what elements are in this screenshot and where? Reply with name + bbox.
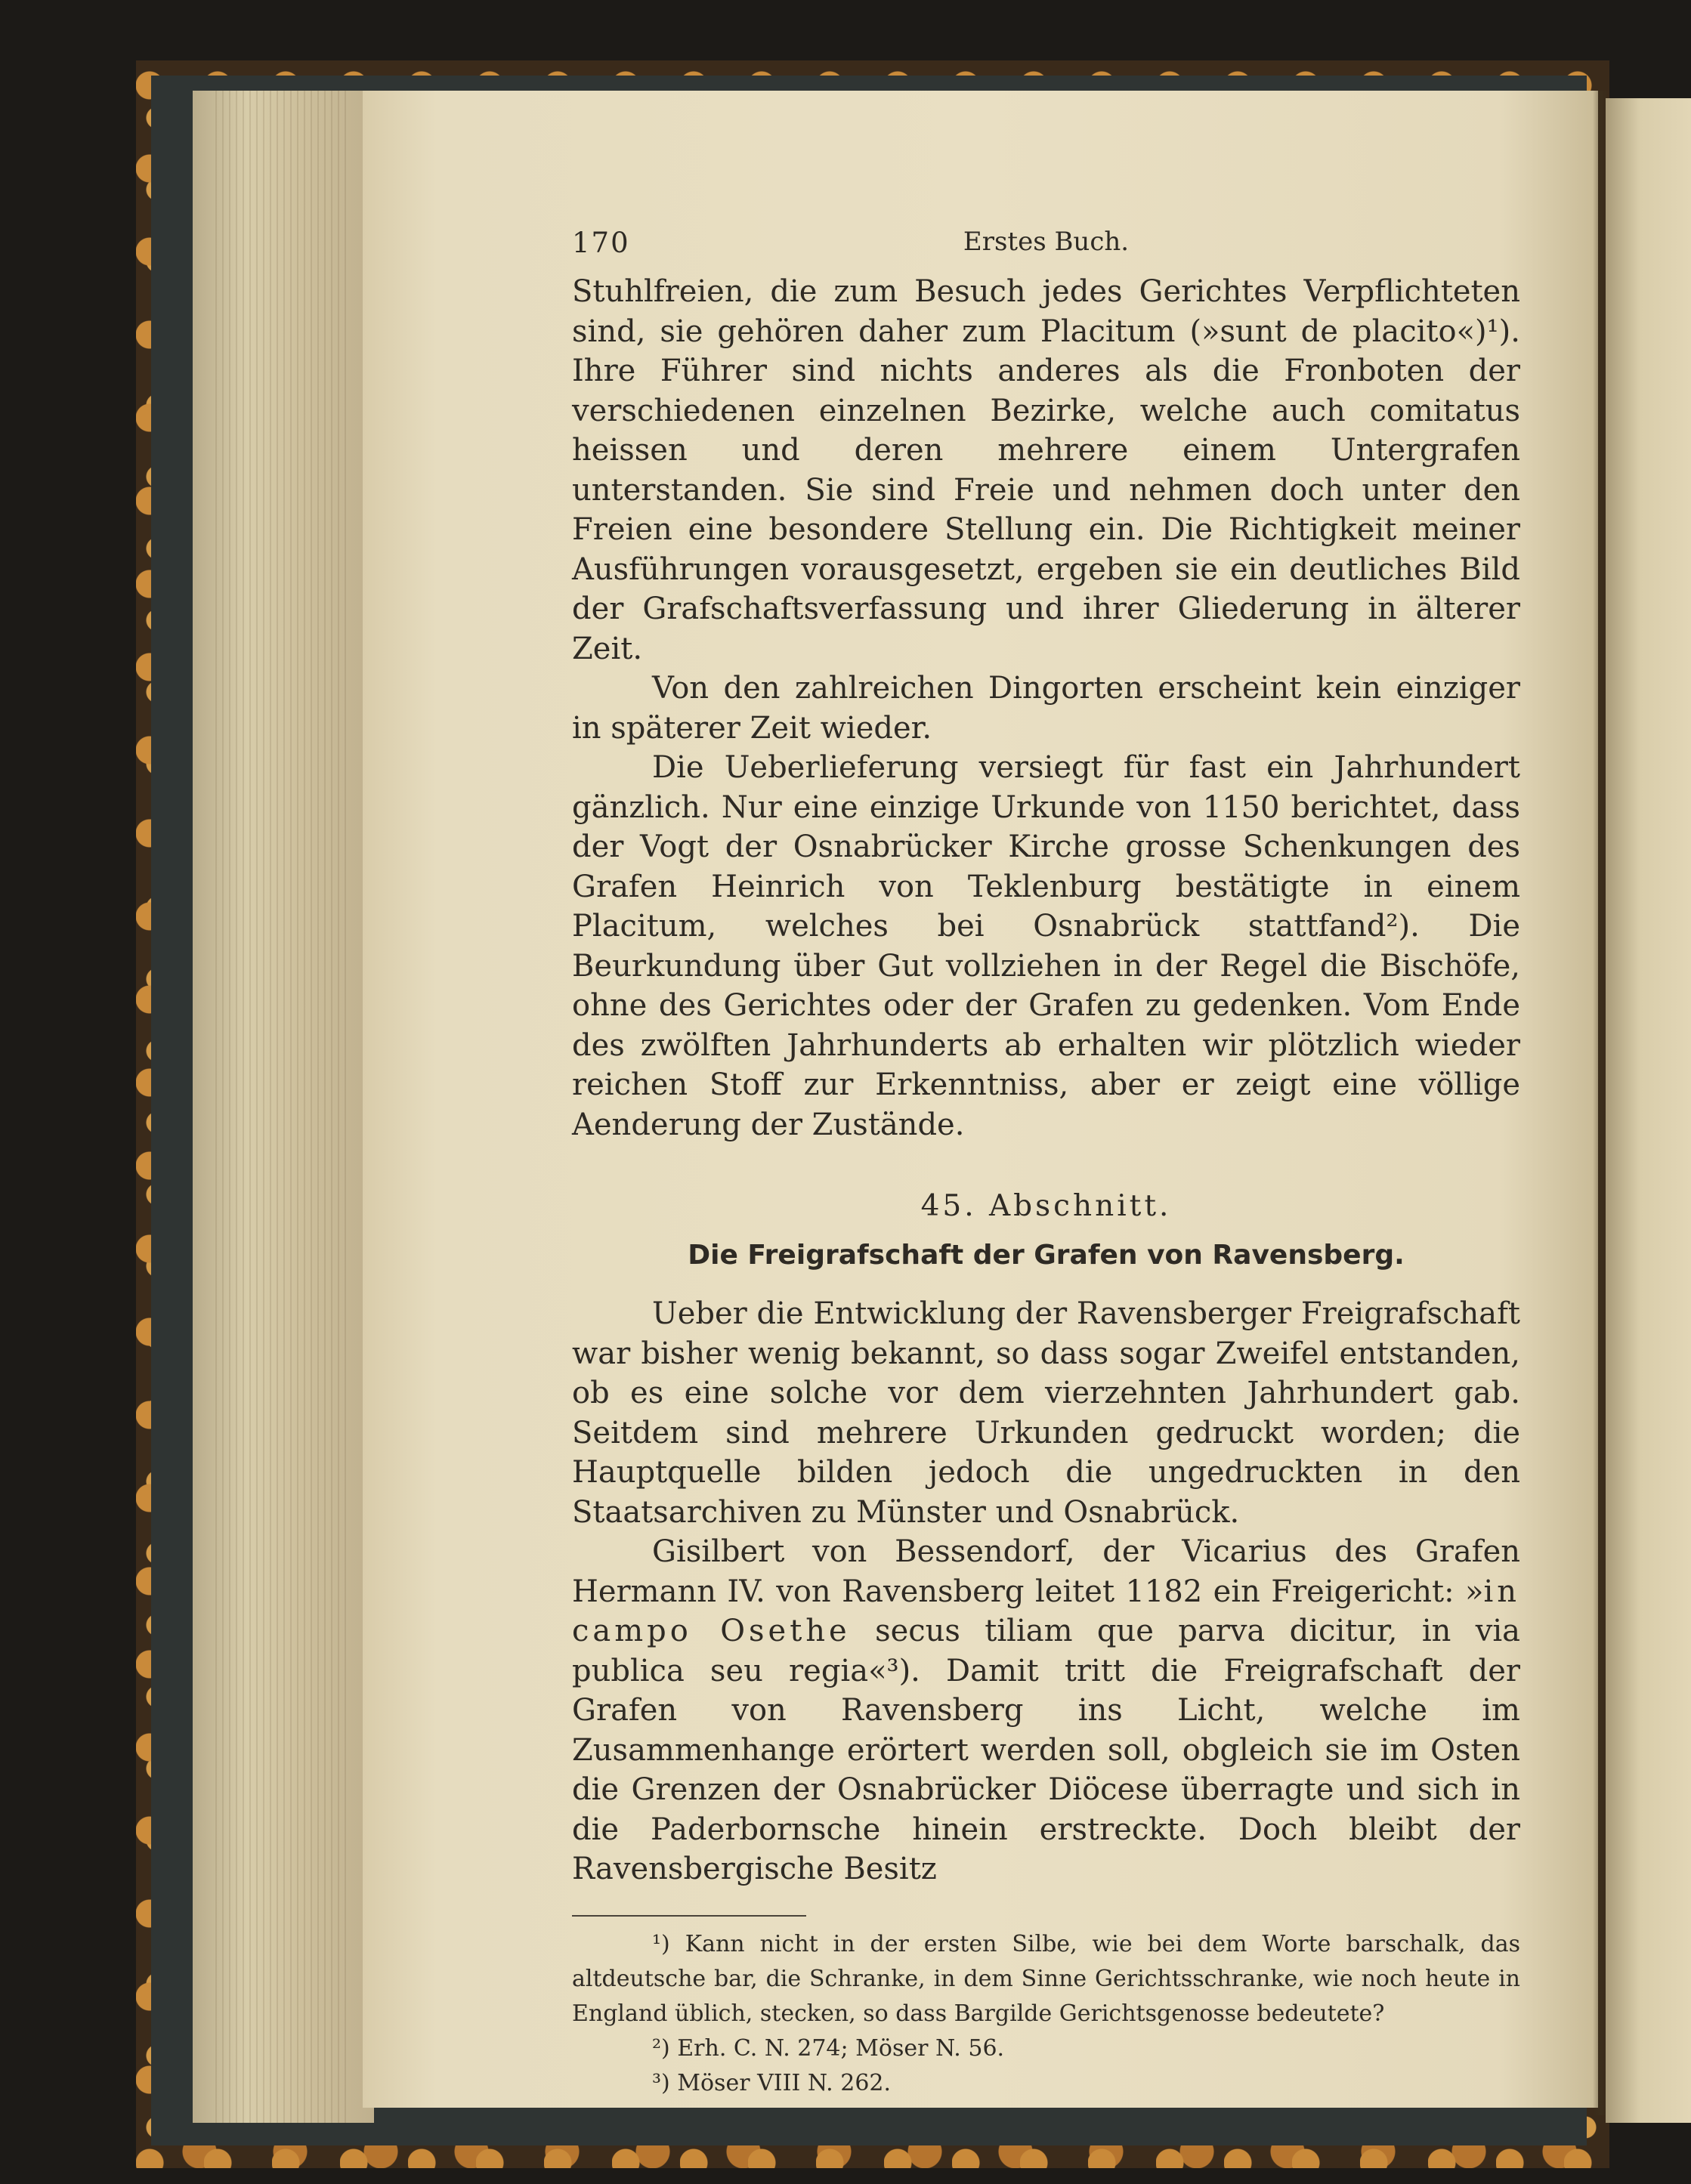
main-text: [572, 272, 1520, 1889]
paragraph: [572, 1532, 1520, 1889]
running-title: Erstes Buch.: [963, 227, 1130, 257]
page-header: [572, 227, 1520, 272]
page-edges: [193, 91, 374, 2123]
paragraph: Ueber die Entwicklung der Ravensberger Freigrafschaft war bisher wenig bekannt, so dass sogar Zweifel entstanden, ob es eine solche vor dem vierzehnten Jahrhundert gab. Seitdem sind mehrere Urkunden gedruckt worden; die Hauptquelle bilden jedoch die ungedruckten in den Staatsarchiven zu Münster und Osnabrück.: [572, 1296, 1520, 1530]
paragraph: Stuhlfreien, die zum Besuch jedes Gerichtes Verpflichteten sind, sie gehören daher zum Placitum (»sunt de placito«)¹). Ihre Führer sind nichts anderes als die Fronboten der verschiedenen einzelnen Bezirke, welche auch comitatus heissen und deren mehrere einem Untergrafen unterstanden. Sie sind Freie und nehmen doch unter den Freien eine besondere Stellung ein. Die Richtigkeit meiner Ausführungen vorausgesetzt, ergeben sie ein deutliches Bild der Grafschaftsverfassung und ihrer Gliederung in älterer Zeit.: [572, 274, 1520, 666]
spaced-quote: in campo Osethe: [572, 1574, 1520, 1648]
page-text-area: [572, 227, 1520, 2101]
footnotes: [572, 1927, 1520, 2101]
footnote: ¹) Kann nicht in der ersten Silbe, wie bei dem Worte barschalk, das altdeutsche bar, die Schranke, in dem Sinne Gerichtsschranke, wie noch heute in England üblich, stecken, so dass Bargilde Gerichtsgenosse bedeutete?: [572, 1930, 1520, 2027]
paragraph: Von den zahlreichen Dingorten erscheint kein einziger in späterer Zeit wieder.: [572, 671, 1520, 746]
footnote: ³) Möser VIII N. 262.: [652, 2069, 892, 2096]
footnote: ²) Erh. C. N. 274; Möser N. 56.: [652, 2034, 1005, 2062]
section-number: 45. Abschnitt.: [920, 1189, 1172, 1223]
facing-page-edge: [1606, 98, 1691, 2123]
section-title: Die Freigrafschaft der Grafen von Ravensberg.: [688, 1240, 1405, 1271]
paragraph-text: secus tiliam que parva dicitur, in via publica seu regia«³). Damit tritt die Freigrafschaft der Grafen von Ravensberg ins Licht, welche im Zusammenhange erörtert werden soll, obgleich sie im Osten die Grenzen der Osnabrücker Diöcese überragte und sich in die Paderbornsche hinein erstreckte. Doch bleibt der Ravensbergische Besitz: [572, 1614, 1520, 1886]
paragraph: Die Ueberlieferung versiegt für fast ein Jahrhundert gänzlich. Nur eine einzige Urkunde von 1150 berichtet, dass der Vogt der Osnabrücker Kirche grosse Schenkungen des Grafen Heinrich von Teklenburg bestätigte in einem Placitum, welches bei Osnabrück stattfand²). Die Beurkundung über Gut vollziehen in der Regel die Bischöfe, ohne des Gerichtes oder der Grafen zu gedenken. Vom Ende des zwölften Jahrhunderts ab erhalten wir plötzlich wieder reichen Stoff zur Erkenntniss, aber er zeigt eine völlige Aenderung der Zustände.: [572, 750, 1520, 1142]
page-number: 170: [572, 227, 630, 259]
paragraph-text: Gisilbert von Bessendorf, der Vicarius des Grafen Hermann IV. von Ravensberg leitet 1182 ein Freigericht: »: [572, 1534, 1520, 1609]
footnote-rule: [572, 1915, 806, 1917]
